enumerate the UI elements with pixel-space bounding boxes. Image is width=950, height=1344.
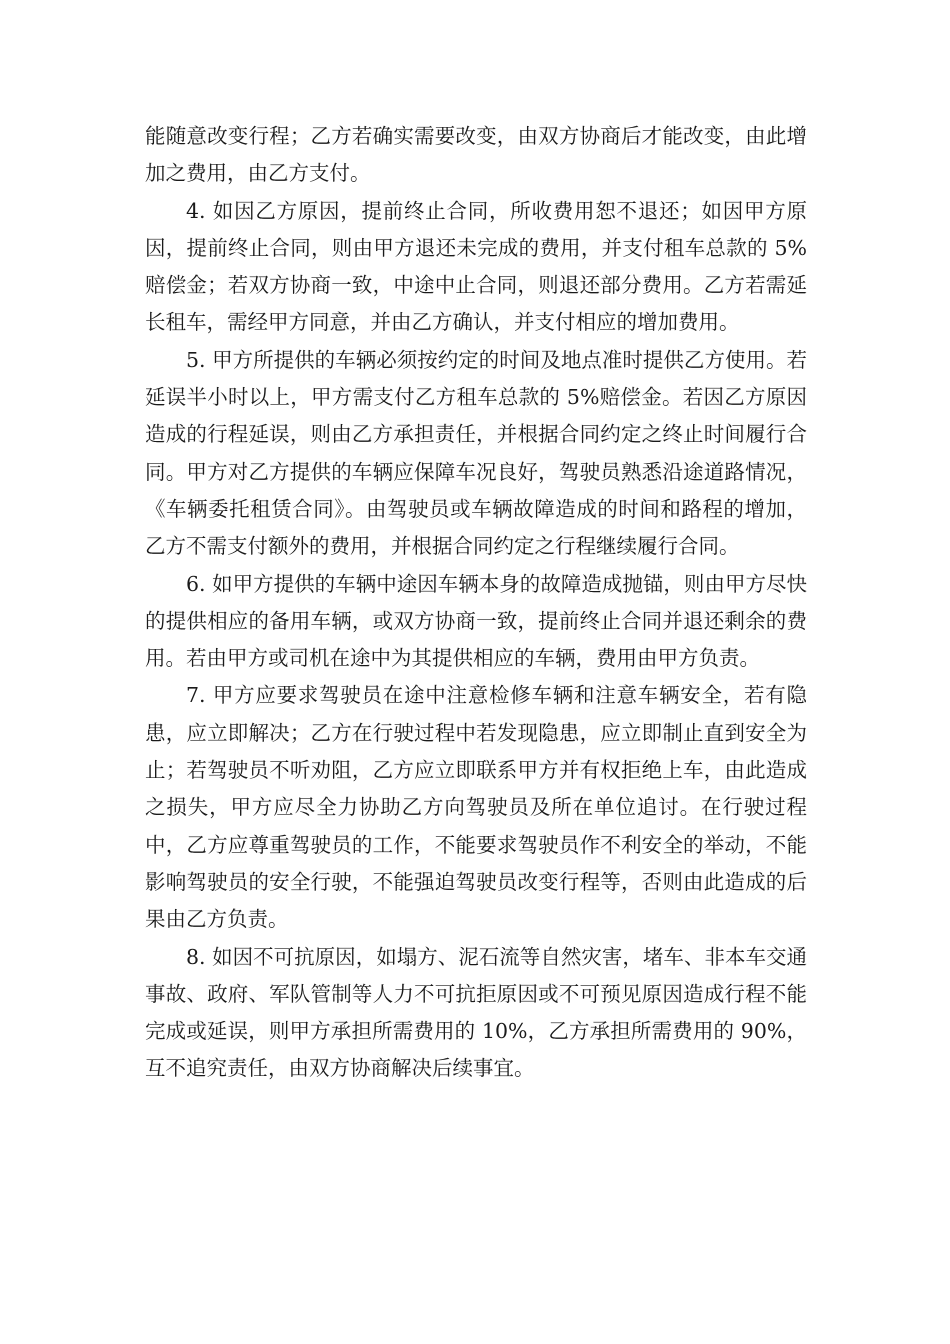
paragraph-clause-6: 6. 如甲方提供的车辆中途因车辆本身的故障造成抛锚，则由甲方尽快的提供相应的备用车辆，或双方协商一致，提前终止合同并退还剩余的费用。若由甲方或司机在途中为其提供相应的车辆，费用由甲方负责。 <box>145 571 807 671</box>
document-body <box>145 118 807 1088</box>
paragraph-clause-8: 8. 如因不可抗原因，如塌方、泥石流等自然灾害，堵车、非本车交通事故、政府、军队管制等人力不可抗拒原因或不可预见原因造成行程不能完成或延误，则甲方承担所需费用的 10%，乙方承担所需费用的 90%，互不追究责任，由双方协商解决后续事宜。 <box>145 944 807 1081</box>
paragraph-continuation: 能随意改变行程；乙方若确实需要改变，由双方协商后才能改变，由此增加之费用，由乙方支付。 <box>145 124 807 186</box>
paragraph-clause-4: 4. 如因乙方原因，提前终止合同，所收费用恕不退还；如因甲方原因，提前终止合同，则由甲方退还未完成的费用，并支付租车总款的 5%赔偿金；若双方协商一致，中途中止合同，则退还部分费用。乙方若需延长租车，需经甲方同意，并由乙方确认，并支付相应的增加费用。 <box>145 198 807 335</box>
paragraph-clause-5: 5. 甲方所提供的车辆必须按约定的时间及地点准时提供乙方使用。若延误半小时以上，甲方需支付乙方租车总款的 5%赔偿金。若因乙方原因造成的行程延误，则由乙方承担责任，并根据合同约定之终止时间履行合同。甲方对乙方提供的车辆应保障车况良好，驾驶员熟悉沿途道路情况，《车辆委托租赁合同》。由驾驶员或车辆故障造成的时间和路程的增加，乙方不需支付额外的费用，并根据合同约定之行程继续履行合同。 <box>145 347 807 559</box>
paragraph-clause-7: 7. 甲方应要求驾驶员在途中注意检修车辆和注意车辆安全，若有隐患，应立即解决；乙方在行驶过程中若发现隐患，应立即制止直到安全为止；若驾驶员不听劝阻，乙方应立即联系甲方并有权拒绝上车，由此造成之损失，甲方应尽全力协助乙方向驾驶员及所在单位追讨。在行驶过程中，乙方应尊重驾驶员的工作，不能要求驾驶员作不利安全的举动，不能影响驾驶员的安全行驶，不能强迫驾驶员改变行程等，否则由此造成的后果由乙方负责。 <box>145 683 807 932</box>
